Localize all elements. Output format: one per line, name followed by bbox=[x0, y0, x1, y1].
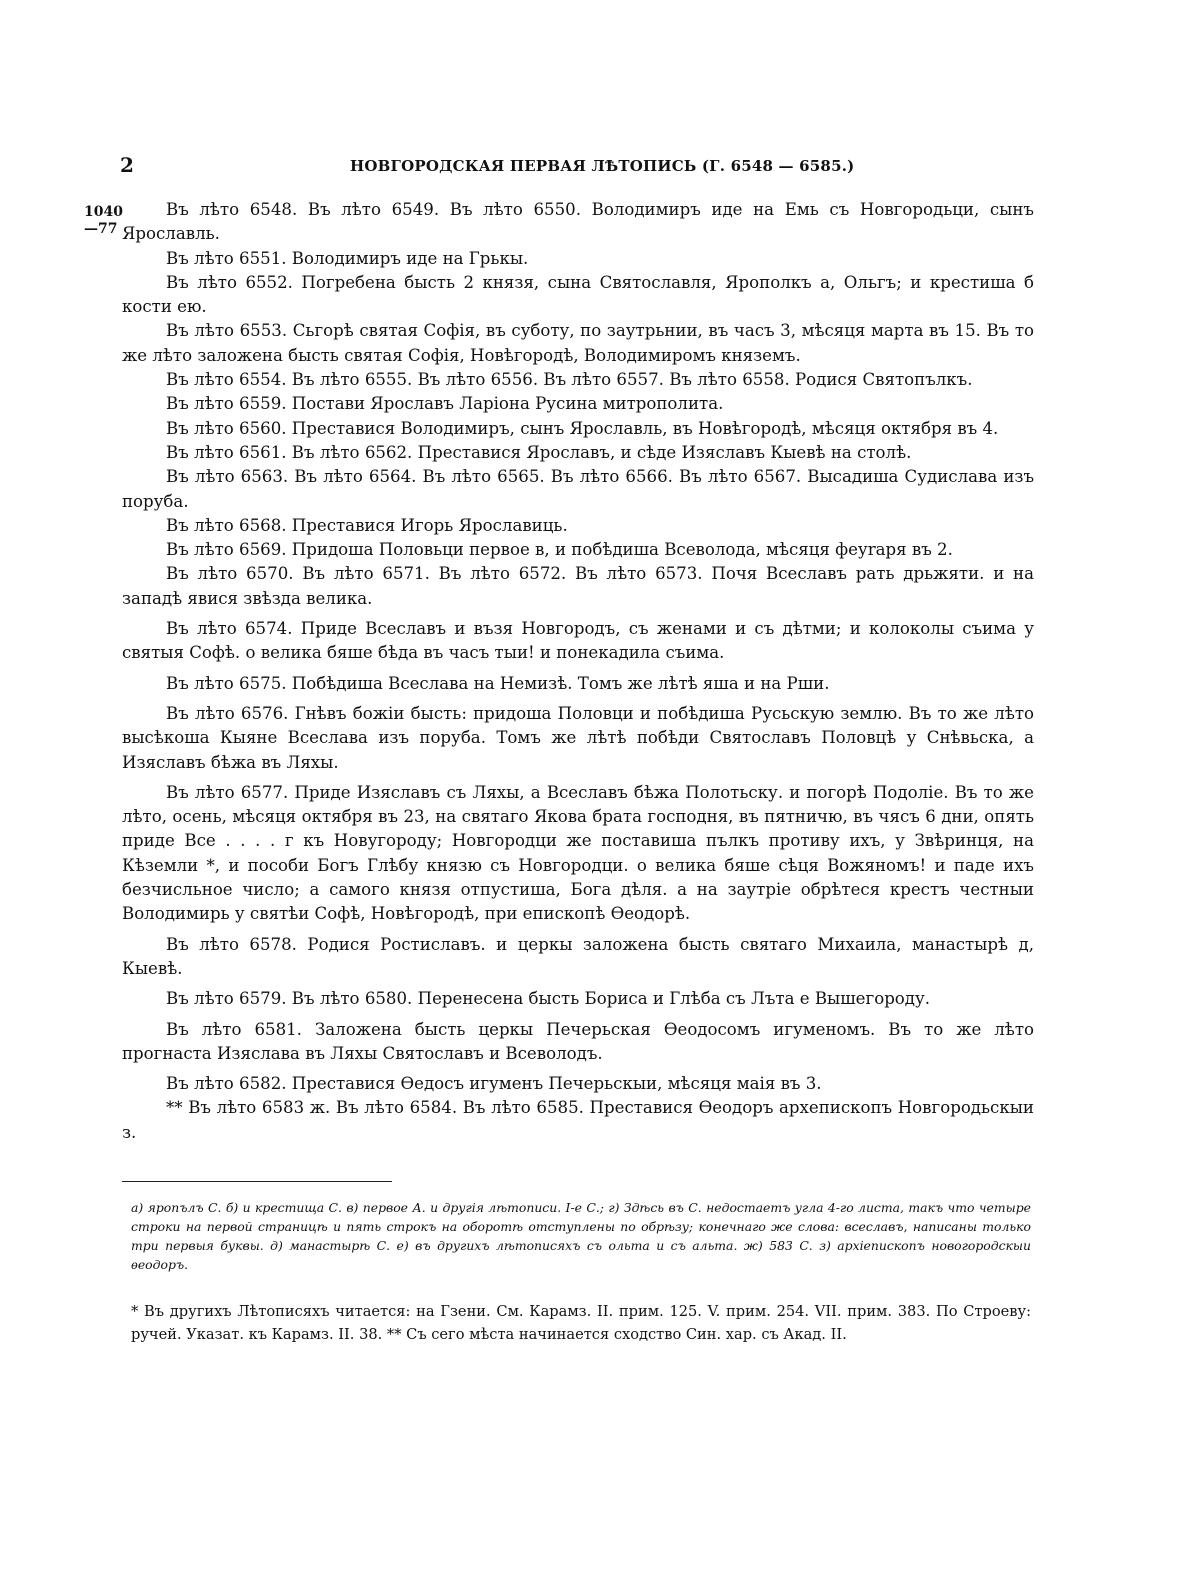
chronicle-entry-6569: Въ лѣто 6569. Придоша Половьци первое в, и побѣдиша Всеволода, мѣсяця феуraря въ 2. bbox=[166, 540, 953, 560]
chronicle-entry-6576: Въ лѣто 6576. Гнѣвъ божіи бысть: придоша Половци и побѣдиша Русьскую землю. Въ то же лѣто высѣкоша Кыяне Всеслава изъ поруба. Томъ же лѣтѣ побѣди Святославъ Половцѣ у Снѣвьска, а Изяславъ бѣжа въ Ляхы. bbox=[122, 703, 1034, 772]
chronicle-entry-6548: Въ лѣто 6548. Въ лѣто 6549. Въ лѣто 6550. Володимиръ иде на Емь съ Новгородьци, сынъ Ярославль. bbox=[122, 200, 1034, 244]
chronicle-entry-6568: Въ лѣто 6568. Преставися Игорь Ярославиць. bbox=[166, 515, 568, 535]
chronicle-entry-6551: Въ лѣто 6551. Володимиръ иде на Грькы. bbox=[166, 248, 529, 268]
chronicle-entry-6574: Въ лѣто 6574. Приде Всеславъ и възя Новгородъ, съ женами и съ дѣтми; и колоколы съима у святыя Софѣ. о велика бяше бѣда въ часъ тыи! и понекадила съима. bbox=[122, 619, 1034, 663]
footnote-divider bbox=[122, 1181, 392, 1182]
margin-year-range bbox=[84, 204, 123, 238]
chronicle-entry-6554: Въ лѣто 6554. Въ лѣто 6555. Въ лѣто 6556. Въ лѣто 6557. Въ лѣто 6558. Родися Святопълкъ. bbox=[166, 370, 973, 390]
chronicle-entry-6582: Въ лѣто 6582. Преставися Ѳедосъ игуменъ Печерьскыи, мѣсяця маія въ 3. bbox=[166, 1074, 822, 1094]
chronicle-text bbox=[122, 198, 1034, 1145]
chronicle-entry-6581: Въ лѣто 6581. Заложена бысть церкы Печерьская Ѳеодосомъ игуменомъ. Въ то же лѣто прогнаста Изяслава въ Ляхы Святославъ и Всеволодъ. bbox=[122, 1019, 1034, 1063]
margin-year-end: —77 bbox=[84, 221, 118, 237]
page-header bbox=[120, 153, 1040, 179]
chronicle-entry-6575: Въ лѣто 6575. Побѣдиша Всеслава на Немизѣ. Томъ же лѣтѣ яша и на Рши. bbox=[166, 673, 830, 693]
margin-year-start: 1040 bbox=[84, 204, 123, 220]
page-number: 2 bbox=[120, 153, 134, 177]
chronicle-entry-6563: Въ лѣто 6563. Въ лѣто 6564. Въ лѣто 6565. Въ лѣто 6566. Въ лѣто 6567. Высадиша Судислава изъ поруба. bbox=[122, 467, 1034, 511]
chronicle-entry-6579: Въ лѣто 6579. Въ лѣто 6580. Перенесена бысть Бориса и Глѣба съ Лъта е Вышегороду. bbox=[166, 989, 931, 1009]
chronicle-entry-6570: Въ лѣто 6570. Въ лѣто 6571. Въ лѣто 6572. Въ лѣто 6573. Почя Всеславъ рать дрьжяти. и на западѣ явися звѣзда велика. bbox=[122, 564, 1034, 608]
chronicle-entry-6583: ** Въ лѣто 6583 ж. Въ лѣто 6584. Въ лѣто 6585. Преставися Ѳеодоръ архепископъ Новгородьскыи з. bbox=[122, 1098, 1034, 1142]
running-title: НОВГОРОДСКАЯ ПЕРВАЯ ЛѢТОПИСЬ (Г. 6548 — 6585.) bbox=[350, 157, 855, 175]
chronicle-entry-6561: Въ лѣто 6561. Въ лѣто 6562. Преставися Ярославъ, и сѣде Изяславъ Кыевѣ на столѣ. bbox=[166, 442, 912, 462]
chronicle-entry-6577: Въ лѣто 6577. Приде Изяславъ съ Ляхы, а Всеславъ бѣжа Полотьску. и погорѣ Подоліе. Въ то же лѣто, осень, мѣсяця октября въ 23, на святаго Якова брата господня, въ пятничю, въ чясъ 6 дни, опять приде Все . . . . г къ Новугороду; Новгородци же поставиша пълкъ противу ихъ, у Звѣринця, на Кѣземли *, и пособи Богъ Глѣбу князю съ Новгородци. о велика бяше сѣця Вожяномъ! и паде ихъ безчисльное число; а самого князя отпустиша, Бога дѣля. а на заутріе обрѣтеся крестъ честныи Володимирь у святѣи Софѣ, Новѣгородѣ, при епископѣ Ѳеодорѣ. bbox=[122, 782, 1034, 924]
chronicle-entry-6560: Въ лѣто 6560. Преставися Володимиръ, сынъ Ярославль, въ Новѣгородѣ, мѣсяця октября въ 4. bbox=[166, 418, 999, 438]
chronicle-entry-6578: Въ лѣто 6578. Родися Ростиславъ. и церкы заложена бысть святаго Михаила, манастырѣ д, Кыевѣ. bbox=[122, 934, 1034, 978]
chronicle-entry-6553: Въ лѣто 6553. Сьгорѣ святая Софія, въ суботу, по заутрьнии, въ часъ 3, мѣсяця марта въ 15. Въ то же лѣто заложена бысть святая Софія, Новѣгородѣ, Володимиромъ княземъ. bbox=[122, 321, 1034, 365]
chronicle-entry-6552: Въ лѣто 6552. Погребена бысть 2 князя, сына Святославля, Ярополкъ а, Ольгъ; и крестиша б кости ею. bbox=[122, 272, 1034, 317]
footnotes-variant-readings: а) яропълъ С. б) и крестища С. в) первое А. и другія лѣтописи. I-е С.; г) Здѣсь въ С. недостаетъ угла 4-го листа, такъ что четыре строки на первой страницѣ и пять строкъ на оборотѣ отступлены по обрѣзу; конечнаго же слова: всеславъ, написаны только три первыя буквы. д) манастырѣ С. е) въ другихъ лѣтописяхъ съ ольта и съ альта. ж) 583 С. з) архіепископъ новогородскыи ѳеодоръ. bbox=[131, 1200, 1031, 1272]
chronicle-entry-6559: Въ лѣто 6559. Постави Ярославъ Ларіона Русина митрополита. bbox=[166, 394, 724, 414]
footnotes-source-notes: * Въ другихъ Лѣтописяхъ читается: на Гзени. См. Карамз. II. прим. 125. V. прим. 254. VII. прим. 383. По Строеву: ручей. Указат. къ Карамз. II. 38. ** Съ сего мѣста начинается сходство Син. хар. съ Акад. II. bbox=[131, 1303, 1031, 1343]
